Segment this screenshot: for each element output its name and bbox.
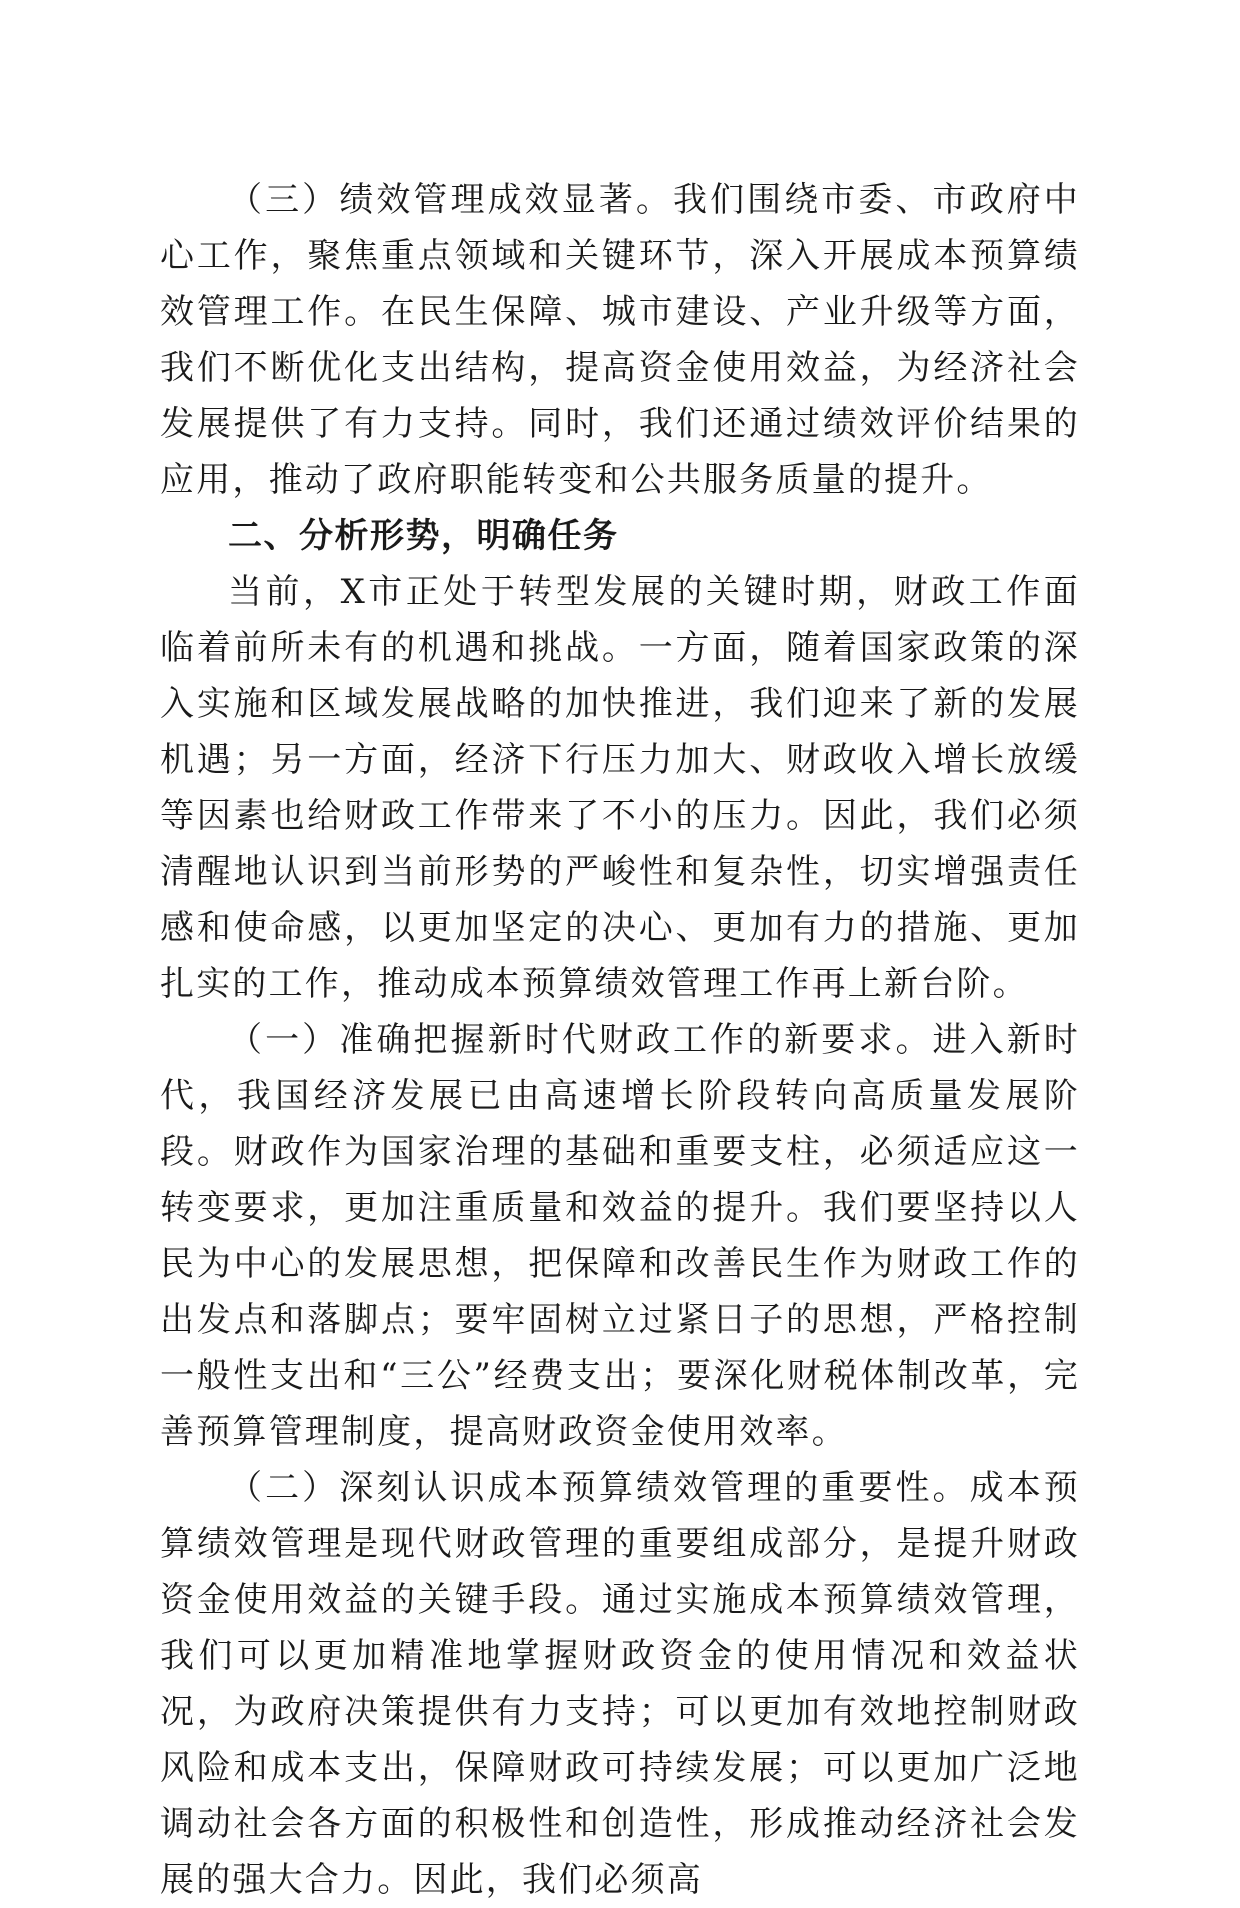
section3-lead: （三）绩效管理成效显著。 [228, 180, 673, 220]
section3-body: 我们围绕市委、市政府中心工作，聚焦重点领域和关键环节，深入开展成本预算绩效管理工作。在民生保障、城市建设、产业升级等方面，我们不断优化支出结构，提高资金使用效益，为经济社会发展提供了有力支持。同时，我们还通过绩效评价结果的应用，推动了政府职能转变和公共服务质量的提升。 [160, 180, 1080, 500]
document-page [160, 172, 1080, 1908]
subsection2-paragraph [160, 1460, 1080, 1908]
subsection2-body: 成本预算绩效管理是现代财政管理的重要组成部分，是提升财政资金使用效益的关键手段。通过实施成本预算绩效管理，我们可以更加精准地掌握财政资金的使用情况和效益状况，为政府决策提供有力支持；可以更加有效地控制财政风险和成本支出，保障财政可持续发展；可以更加广泛地调动社会各方面的积极性和创造性，形成推动经济社会发展的强大合力。因此，我们必须高 [160, 1468, 1081, 1900]
subsection1-body: 进入新时代，我国经济发展已由高速增长阶段转向高质量发展阶段。财政作为国家治理的基础和重要支柱，必须适应这一转变要求，更加注重质量和效益的提升。我们要坚持以人民为中心的发展思想，把保障和改善民生作为财政工作的出发点和落脚点；要牢固树立过紧日子的思想，严格控制一般性支出和“三公”经费支出；要深化财税体制改革，完善预算管理制度，提高财政资金使用效率。 [160, 1020, 1080, 1452]
subsection1-paragraph [160, 1012, 1080, 1460]
subsection2-lead: （二）深刻认识成本预算绩效管理的重要性。 [228, 1468, 970, 1508]
section3-paragraph [160, 172, 1080, 508]
section-heading: 二、分析形势，明确任务 [228, 516, 619, 556]
intro-paragraph: 当前，X市正处于转型发展的关键时期，财政工作面临着前所未有的机遇和挑战。一方面，随着国家政策的深入实施和区域发展战略的加快推进，我们迎来了新的发展机遇；另一方面，经济下行压力加大、财政收入增长放缓等因素也给财政工作带来了不小的压力。因此，我们必须清醒地认识到当前形势的严峻性和复杂性，切实增强责任感和使命感，以更加坚定的决心、更加有力的措施、更加扎实的工作，推动成本预算绩效管理工作再上新台阶。 [160, 572, 1080, 1004]
subsection1-lead: （一）准确把握新时代财政工作的新要求。 [228, 1020, 933, 1060]
